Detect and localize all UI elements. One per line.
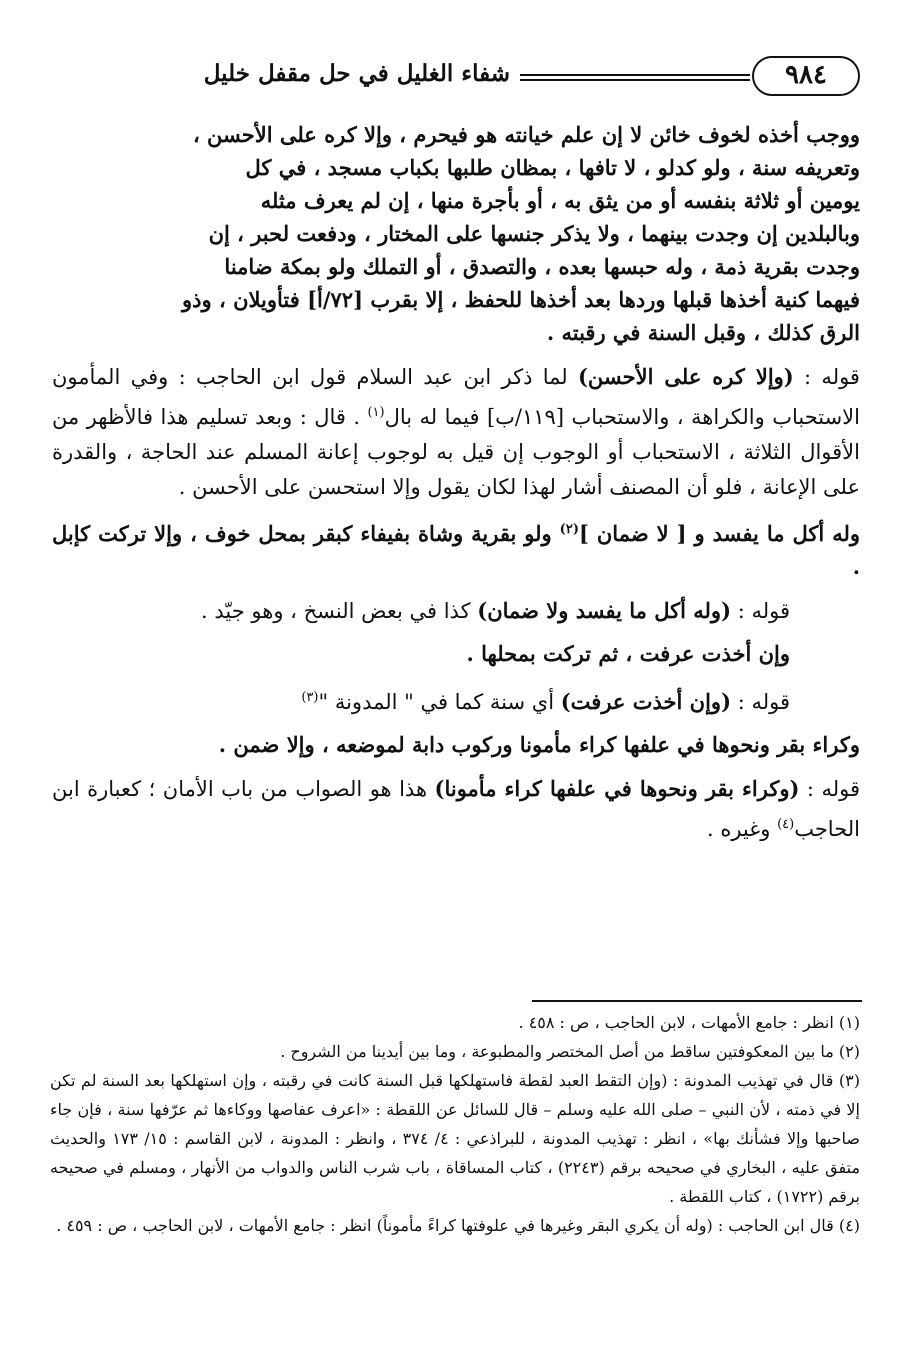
page-header bbox=[40, 56, 860, 106]
lemma: (وإلا كره على الأحسن) bbox=[577, 364, 794, 389]
matn-text: وله أكل ما يفسد و [ لا ضمان ] bbox=[578, 521, 860, 546]
footnote-ref: (١) bbox=[367, 405, 385, 420]
sharh-text: لما ذكر ابن عبد السلام قول ابن الحاجب : وفي المأمون الاستحباب والكراهة ، والاستحباب [١١٩/ب] فيما له بال bbox=[52, 365, 860, 429]
footnote: (٤) قال ابن الحاجب : (وله أن يكري البقر وغيرها في علوفتها كراءً مأموناً) انظر : جامع الأمهات ، لابن الحاجب ، ص : ٤٥٩ . bbox=[56, 1216, 860, 1235]
matn-line: وبالبلدين إن وجدت بينهما ، ولا يذكر جنسها على المختار ، ودفعت لحبر ، إن bbox=[208, 221, 860, 246]
matn-paragraph-4: وكراء بقر ونحوها في علفها كراء مأمونا وركوب دابة لموضعه ، وإلا ضمن . bbox=[218, 732, 860, 757]
footnote: (٣) قال في تهذيب المدونة : (وإن التقط العبد لقطة فاستهلكها قبل السنة كانت في رقبته ، وإن استهلكها بعد السنة لم تكن إلا في ذمته ، لأن النبي – صلى الله عليه وسلم – قال للسائل عن اللقطة : «اعرف عفاصها ووكاءها ثم عرّفها سنة ، فإن جاء صاحبها وإلا فشأنك بها» ، انظر : تهذيب المدونة ، للبراذعي : ٤/ ٣٧٤ ، وانظر : المدونة ، لابن القاسم : ١٥/ ١٧٣ والحديث متفق عليه ، البخاري في صحيحه برقم (٢٢٤٣) ، كتاب المساقاة ، باب شرب الناس والدواب من الأنهار ، ومسلم في صحيحه برقم (١٧٢٢) ، كتاب اللقطة . bbox=[50, 1071, 861, 1206]
matn-line: ووجب أخذه لخوف خائن لا إن علم خيانته هو فيحرم ، وإلا كره على الأحسن ، bbox=[192, 122, 860, 147]
sharh-text: هذا هو الصواب من باب الأمان ؛ كعبارة ابن الحاجب bbox=[52, 777, 860, 841]
qawluhu-label: قوله : bbox=[806, 777, 860, 801]
sharh-paragraph-3 bbox=[52, 680, 860, 720]
footnote: (١) انظر : جامع الأمهات ، لابن الحاجب ، ص : ٤٥٨ . bbox=[518, 1013, 860, 1032]
sharh-text: كذا في بعض النسخ ، وهو جيّد . bbox=[201, 599, 471, 623]
footnote: (٢) ما بين المعكوفتين ساقط من أصل المختصر والمطبوعة ، وما بين أيدينا من الشروح . bbox=[280, 1042, 860, 1061]
matn-line: وجدت بقرية ذمة ، وله حبسها بعده ، والتصدق ، أو التملك ولو بمكة ضامنا bbox=[224, 254, 860, 279]
running-title: شفاء الغليل في حل مقفل خليل bbox=[203, 60, 510, 87]
footnote-ref: (٢) bbox=[559, 522, 579, 537]
sharh-paragraph-1 bbox=[52, 359, 860, 505]
main-text bbox=[52, 118, 860, 855]
header-rule bbox=[520, 74, 750, 84]
sharh-paragraph-4 bbox=[52, 771, 860, 847]
sharh-text: أي سنة كما في " المدونة " bbox=[318, 690, 555, 714]
footnote-ref: (٣) bbox=[301, 690, 319, 705]
matn-paragraph-2 bbox=[52, 513, 860, 583]
matn-line: يومين أو ثلاثة بنفسه أو من يثق به ، أو بأجرة منها ، إن لم يعرف مثله bbox=[260, 188, 860, 213]
sharh-text: . قال : وبعد تسليم هذا فالأظهر من الأقوال الثلاثة ، الاستحباب أو الوجوب إن قيل به لوجوب إعانة المسلم عند الحاجة ، والقدرة على الإعانة ، فلو أن المصنف أشار لهذا لكان يقول وإلا استحسن على الأحسن . bbox=[52, 405, 860, 499]
matn-paragraph-1 bbox=[52, 118, 860, 349]
page-number: ٩٨٤ bbox=[752, 56, 860, 96]
matn-text: ولو بقرية وشاة بفيفاء كبقر بمحل خوف ، وإلا تركت كإبل . bbox=[52, 521, 860, 579]
qawluhu-label: قوله : bbox=[804, 365, 860, 389]
matn-line: وتعريفه سنة ، ولو كدلو ، لا تافها ، بمظان طلبها بكباب مسجد ، في كل bbox=[245, 155, 860, 180]
qawluhu-label: قوله : bbox=[737, 599, 790, 623]
lemma: (وكراء بقر ونحوها في علفها كراء مأمونا) bbox=[434, 776, 800, 801]
lemma: (وإن أخذت عرفت) bbox=[560, 689, 732, 714]
matn-line: الرق كذلك ، وقبل السنة في رقبته . bbox=[546, 320, 860, 345]
lemma: (وله أكل ما يفسد ولا ضمان) bbox=[477, 598, 732, 623]
footnotes bbox=[50, 1008, 860, 1240]
sharh-paragraph-2 bbox=[52, 593, 860, 629]
matn-paragraph-3: وإن أخذت عرفت ، ثم تركت بمحلها . bbox=[466, 641, 790, 666]
footnote-separator bbox=[532, 1000, 862, 1002]
footnote-ref: (٤) bbox=[777, 817, 795, 832]
matn-line: فيهما كنية أخذها قبلها وردها بعد أخذها للحفظ ، إلا بقرب [٧٢/أ] فتأويلان ، وذو bbox=[182, 287, 860, 312]
sharh-text: وغيره . bbox=[706, 817, 771, 841]
qawluhu-label: قوله : bbox=[737, 690, 790, 714]
